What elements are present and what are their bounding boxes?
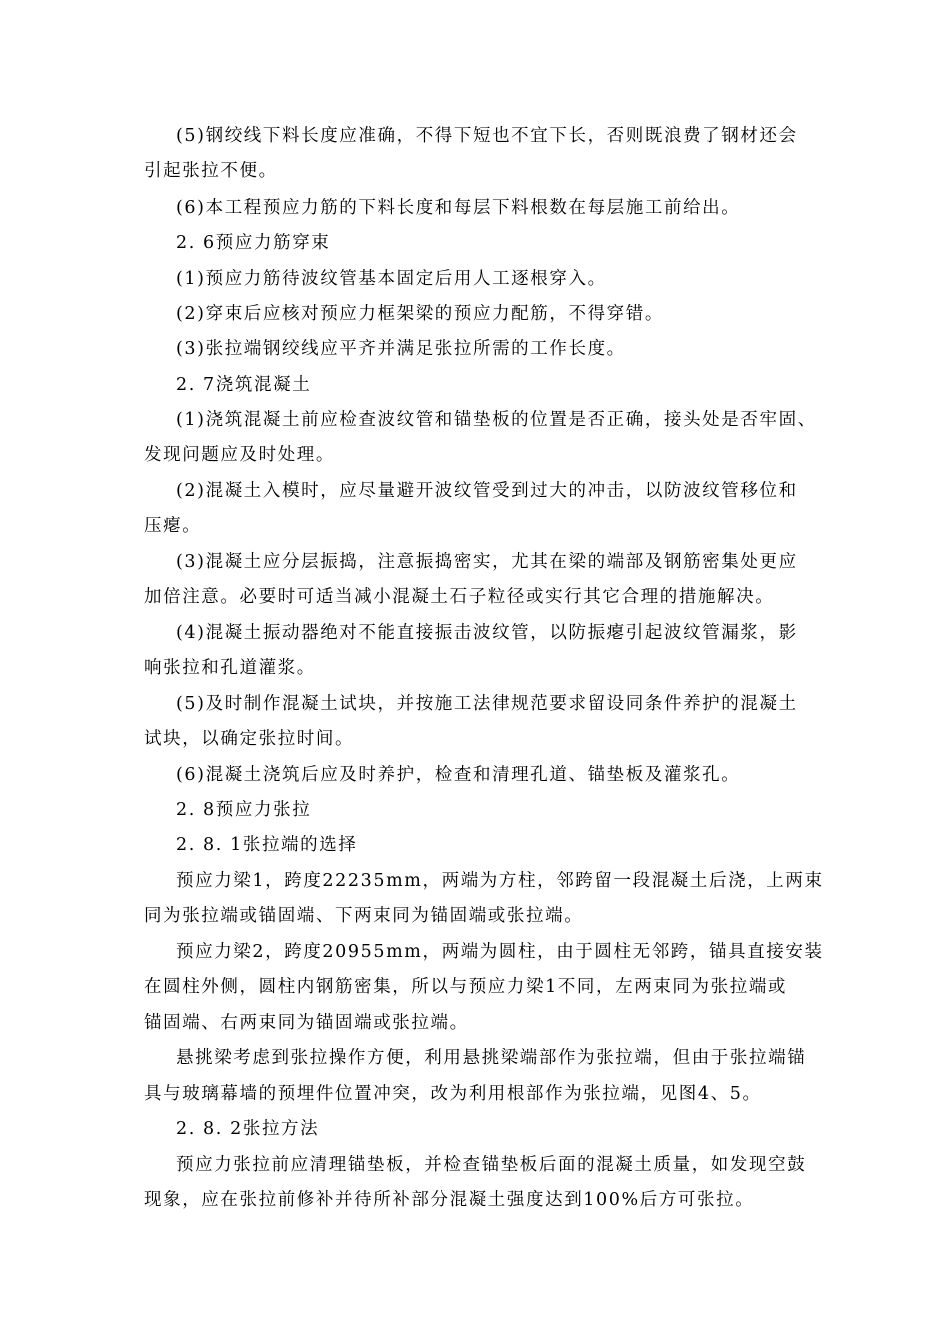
text-line: 预应力梁2，跨度20955mm，两端为圆柱，由于圆柱无邻跨，锚具直接安装 [176,942,824,962]
text-line: 在圆柱外侧，圆柱内钢筋密集，所以与预应力梁1不同，左两束同为张拉端或 [144,977,788,997]
text-line: (1)浇筑混凝土前应检查波纹管和锚垫板的位置是否正确，接头处是否牢固、 [176,410,817,430]
text-line: (4)混凝土振动器绝对不能直接振击波纹管，以防振瘪引起波纹管漏浆，影 [176,623,798,643]
text-line: (1)预应力筋待波纹管基本固定后用人工逐根穿入。 [176,269,607,289]
text-line: 预应力张拉前应清理锚垫板，并检查锚垫板后面的混凝土质量，如发现空鼓 [176,1155,807,1175]
text-line: 响张拉和孔道灌浆。 [144,658,316,678]
text-line: 现象，应在张拉前修补并待所补部分混凝土强度达到100%后方可张拉。 [144,1190,755,1210]
subsection-heading: 2. 8. 2张拉方法 [176,1119,320,1139]
text-line: (2)穿束后应核对预应力框架梁的预应力配筋，不得穿错。 [176,304,664,324]
text-line: (5)钢绞线下料长度应准确，不得下短也不宜下长，否则既浪费了钢材还会 [176,126,798,146]
text-line: (6)本工程预应力筋的下料长度和每层下料根数在每层施工前给出。 [176,198,741,218]
text-line: 引起张拉不便。 [144,161,278,181]
section-heading: 2. 8预应力张拉 [176,800,312,820]
text-line: (3)张拉端钢绞线应平齐并满足张拉所需的工作长度。 [176,339,626,359]
text-line: 试块，以确定张拉时间。 [144,729,355,749]
section-heading: 2. 7浇筑混凝土 [176,375,312,395]
text-line: (3)混凝土应分层振捣，注意振捣密实，尤其在梁的端部及钢筋密集处更应 [176,552,798,572]
text-line: 具与玻璃幕墙的预埋件位置冲突，改为利用根部作为张拉端，见图4、5。 [144,1084,762,1104]
text-line: 压瘪。 [144,516,202,536]
text-line: (5)及时制作混凝土试块，并按施工法律规范要求留设同条件养护的混凝土 [176,694,798,714]
text-line: 发现问题应及时处理。 [144,445,335,465]
text-line: 预应力梁1，跨度22235mm，两端为方柱，邻跨留一段混凝土后浇，上两束 [176,871,824,891]
text-line: 悬挑梁考虑到张拉操作方便，利用悬挑梁端部作为张拉端，但由于张拉端锚 [176,1048,807,1068]
subsection-heading: 2. 8. 1张拉端的选择 [176,835,358,855]
text-line: (2)混凝土入模时，应尽量避开波纹管受到过大的冲击，以防波纹管移位和 [176,481,798,501]
section-heading: 2. 6预应力筋穿束 [176,233,331,253]
text-line: 锚固端、右两束同为锚固端或张拉端。 [144,1013,469,1033]
text-line: (6)混凝土浇筑后应及时养护，检查和清理孔道、锚垫板及灌浆孔。 [176,765,741,785]
text-line: 同为张拉端或锚固端、下两束同为锚固端或张拉端。 [144,906,584,926]
text-line: 加倍注意。必要时可适当减小混凝土石子粒径或实行其它合理的措施解决。 [144,587,775,607]
